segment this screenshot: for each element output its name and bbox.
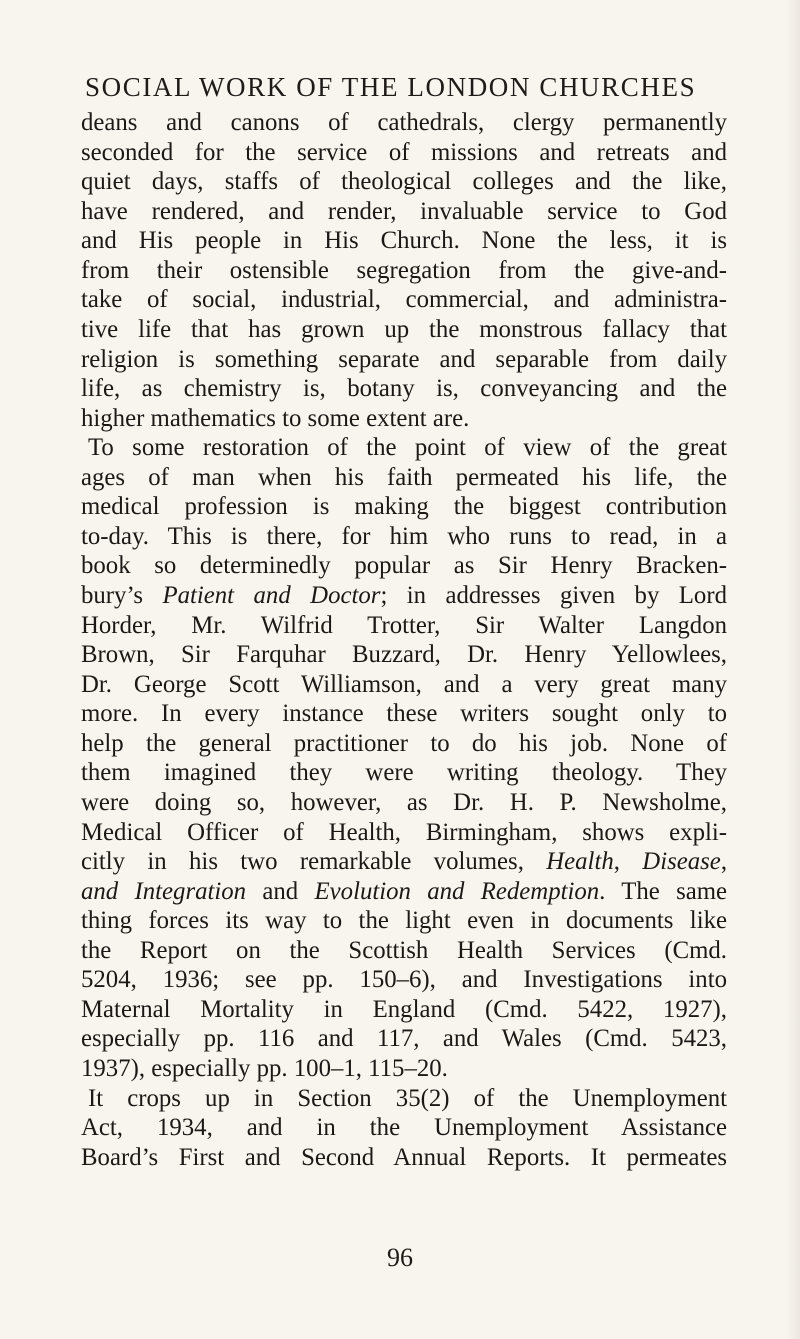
text-run: ; in addresses given by Lord [380, 582, 727, 609]
text-line: book so determinedly popular as Sir Henry Bracken- [81, 552, 727, 580]
text-line: them imagined they were writing theology. They [81, 759, 727, 787]
book-title-italic: Patient and Doctor [162, 582, 381, 609]
text-line [81, 581, 727, 611]
body-text [81, 108, 727, 1172]
text-line: more. In every instance these writers sought only to [81, 700, 727, 728]
text-line: Board’s First and Second Annual Reports. It permeates [81, 1143, 727, 1171]
text-line: Horder, Mr. Wilfrid Trotter, Sir Walter Langdon [81, 611, 727, 639]
text-line: take of social, industrial, commercial, and administra- [81, 286, 727, 314]
book-title-italic: Health [546, 848, 614, 876]
text-line: Dr. George Scott Williamson, and a very great many [81, 670, 727, 698]
book-title-italic: and Integration [81, 877, 247, 905]
text-line: medical profession is making the biggest contribution [81, 493, 727, 521]
text-line: from their ostensible segregation from the give-and- [81, 256, 727, 284]
text-run: and [262, 877, 299, 905]
text-line: Maternal Mortality in England (Cmd. 5422, 1927), [81, 995, 727, 1023]
page-number: 96 [387, 1243, 413, 1272]
text-line: help the general practitioner to do his job. None of [81, 729, 727, 757]
text-line: To some restoration of the point of view of the great [88, 434, 727, 462]
text-line: quiet days, staffs of theological colleges and the like, [81, 168, 727, 196]
text-line: were doing so, however, as Dr. H. P. Newsholme, [81, 788, 727, 816]
book-title-italic: Disease [642, 848, 721, 876]
text-line: higher mathematics to some extent are. [81, 404, 470, 432]
book-title-italic: Evolution and Redemption [314, 877, 600, 905]
text-run: bury’s [81, 582, 143, 609]
text-line: 1937), especially pp. 100–1, 115–20. [81, 1055, 448, 1082]
text-line: seconded for the service of missions and retreats and [81, 138, 727, 166]
text-line: deans and canons of cathedrals, clergy permanently [81, 109, 727, 136]
text-line: tive life that has grown up the monstrous fallacy that [81, 315, 727, 343]
page-edge-shadow [786, 0, 800, 1339]
text-line: It crops up in Section 35(2) of the Unemployment [88, 1084, 727, 1112]
text-line: life, as chemistry is, botany is, conveyancing and the [81, 375, 727, 403]
text-line: have rendered, and render, invaluable service to God [81, 197, 727, 225]
text-line: ages of man when his faith permeated his life, the [81, 463, 727, 491]
text-run: , [613, 848, 620, 876]
text-line: to-day. This is there, for him who runs to read, in a [81, 522, 727, 550]
text-line [81, 877, 727, 907]
text-line: Act, 1934, and in the Unemployment Assistance [81, 1114, 727, 1142]
text-line: thing forces its way to the light even in documents like [81, 907, 727, 935]
text-line: 5204, 1936; see pp. 150–6), and Investigations into [81, 966, 727, 994]
text-line: Medical Officer of Health, Birmingham, shows expli- [81, 818, 727, 846]
running-head: SOCIAL WORK OF THE LONDON CHURCHES [85, 72, 697, 102]
text-line: the Report on the Scottish Health Services (Cmd. [81, 936, 727, 964]
text-line: religion is something separate and separable from daily [81, 345, 727, 373]
text-run: , [720, 848, 728, 876]
text-line: especially pp. 116 and 117, and Wales (Cmd. 5423, [81, 1025, 727, 1053]
text-line: Brown, Sir Farquhar Buzzard, Dr. Henry Yellowlees, [81, 641, 727, 669]
text-run: . The same [599, 877, 728, 905]
text-line [81, 847, 727, 877]
text-line: and His people in His Church. None the less, it is [81, 227, 727, 255]
text-run: citly in his two remarkable volumes, [81, 848, 524, 876]
